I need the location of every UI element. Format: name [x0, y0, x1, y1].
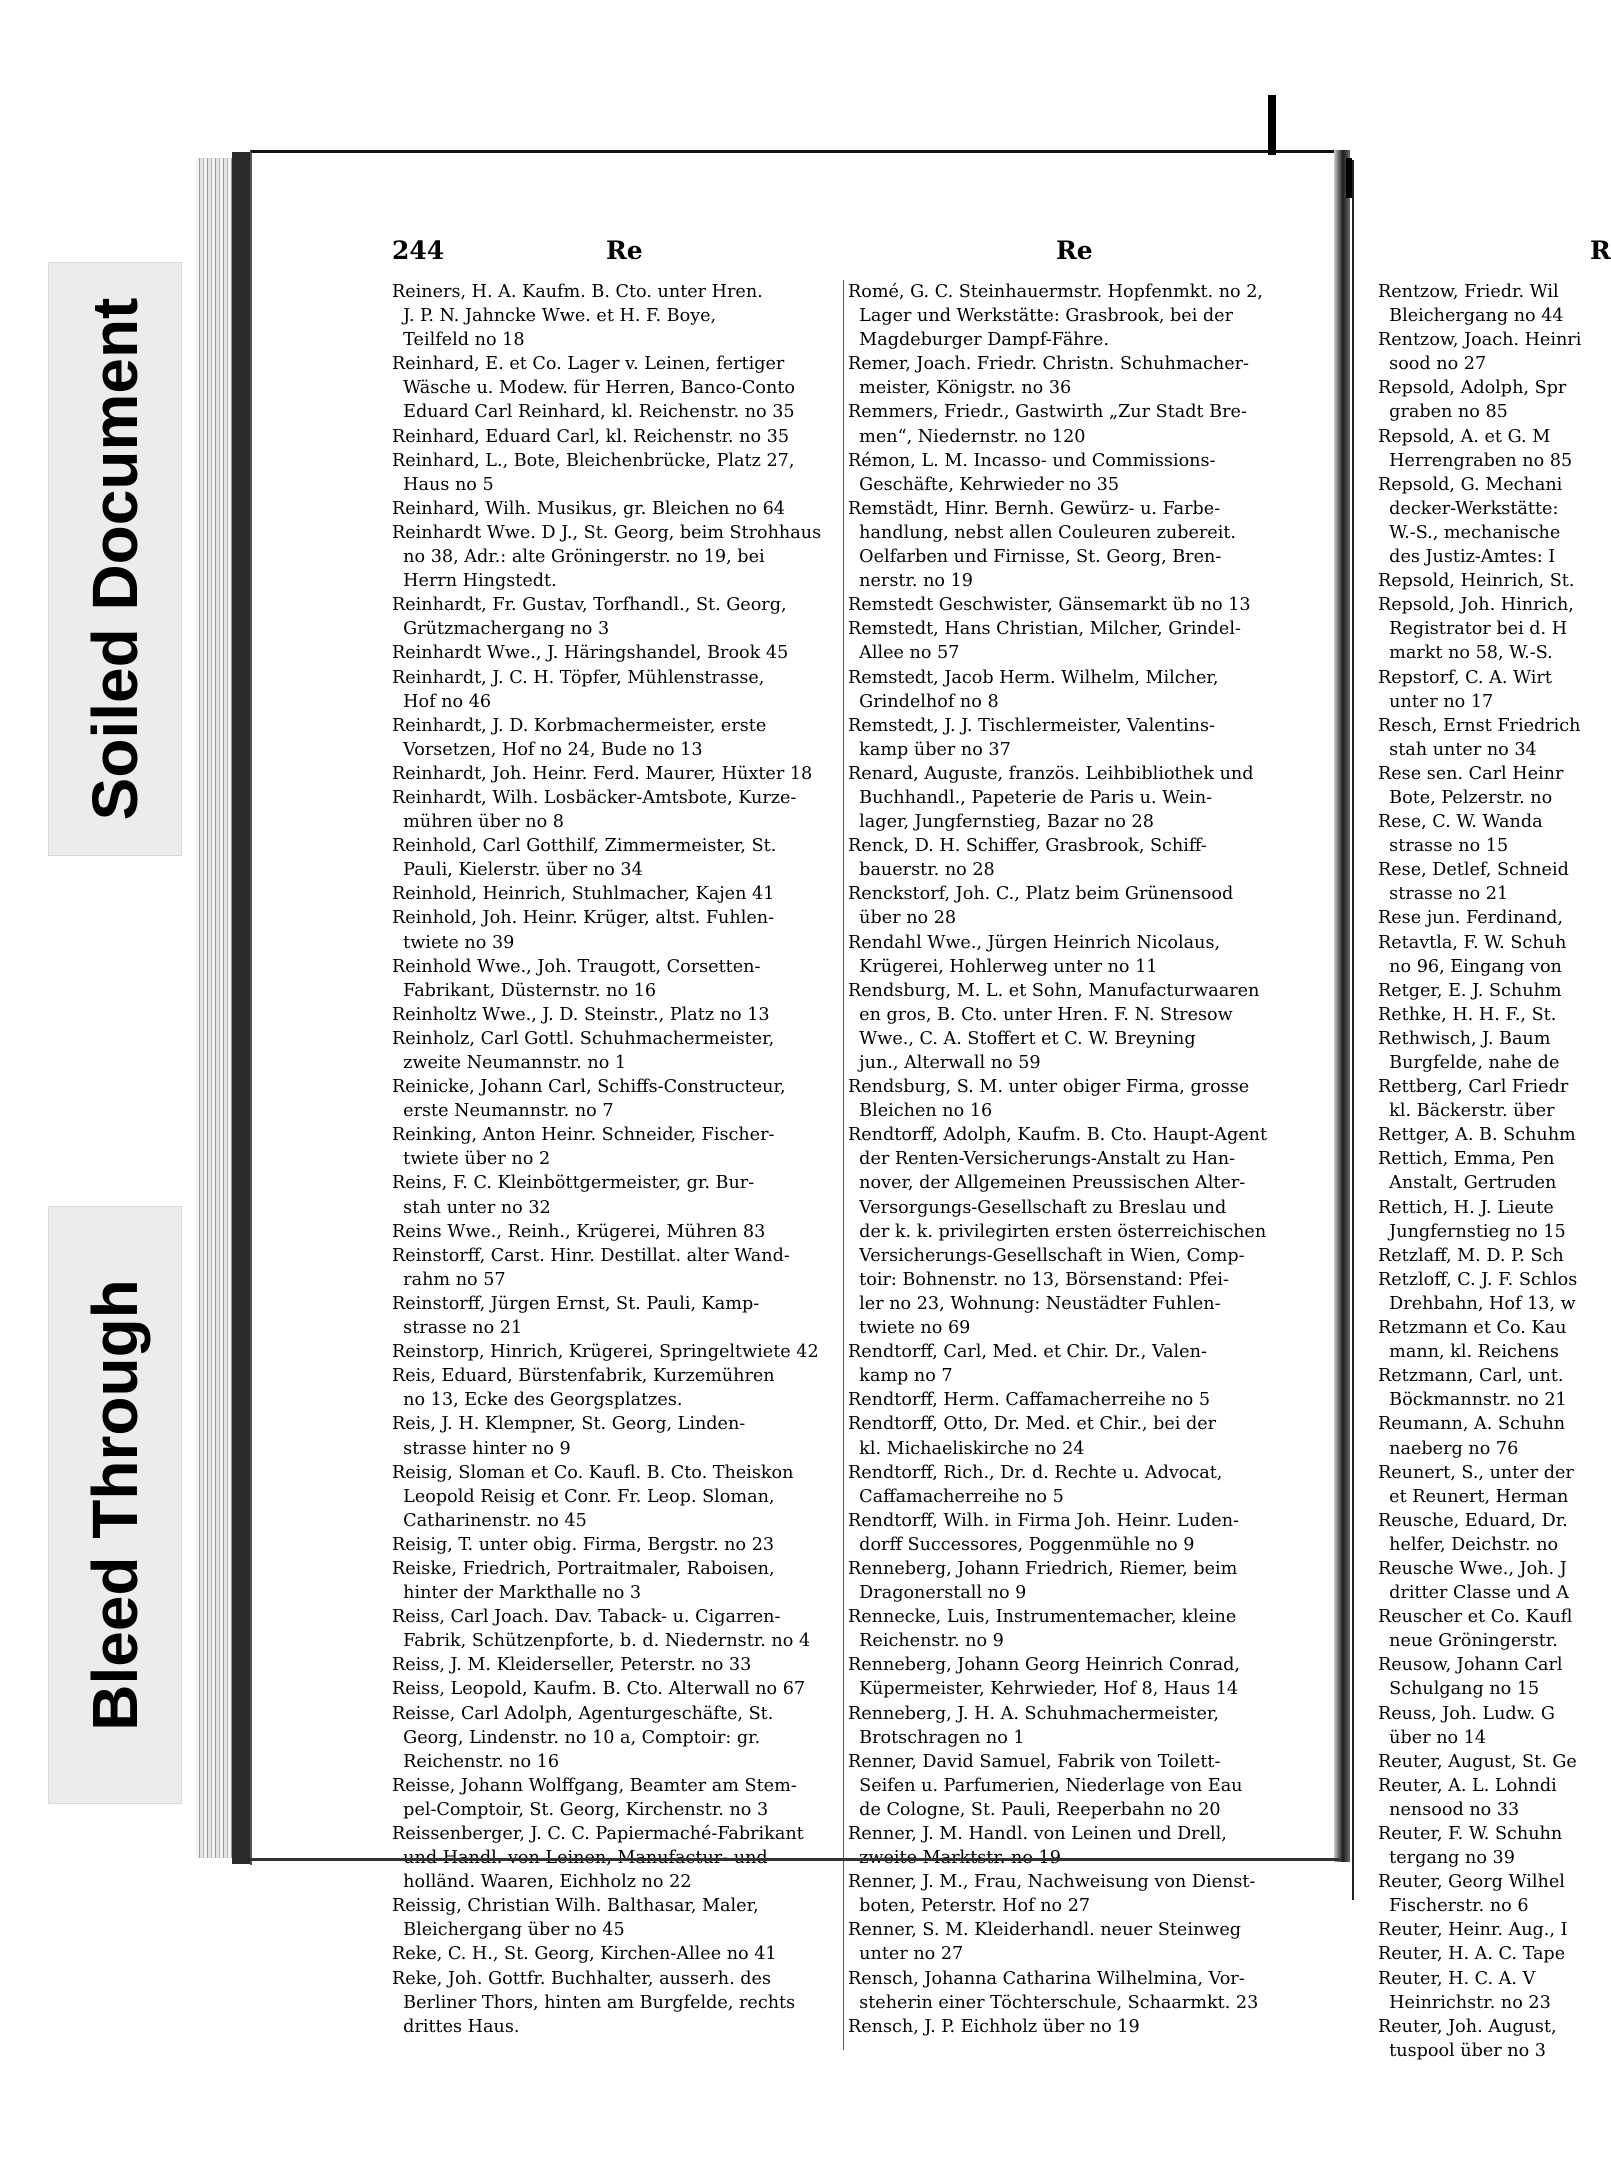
page-number: 244: [392, 236, 445, 265]
directory-line: Reinhold, Joh. Heinr. Krüger, altst. Fuhlen-: [392, 908, 775, 929]
soiled-document-label: [48, 262, 182, 856]
directory-line: Rethke, H. H. F., St.: [1378, 1004, 1557, 1025]
directory-line: Repsold, G. Mechani: [1378, 474, 1563, 495]
directory-line: Burgfelde, nahe de: [1378, 1053, 1560, 1073]
running-header-right: Re: [1056, 236, 1093, 265]
directory-line: stah unter no 34: [1378, 739, 1537, 760]
directory-line: holländ. Waaren, Eichholz no 22: [392, 1872, 692, 1893]
directory-line: Hof no 46: [392, 691, 492, 712]
column-separator: [843, 280, 844, 2050]
directory-line: Reunert, S., unter der: [1378, 1462, 1574, 1483]
directory-line: Lager und Werkstätte: Grasbrook, bei der: [848, 306, 1234, 327]
directory-line: Rese jun. Ferdinand,: [1378, 908, 1563, 929]
directory-line: Wwe., C. A. Stoffert et C. W. Breyning: [848, 1028, 1196, 1049]
directory-line: Jungfernstieg no 15: [1378, 1221, 1566, 1242]
directory-line: der Renten-Versicherungs-Anstalt zu Han-: [848, 1149, 1236, 1170]
directory-line: lager, Jungfernstieg, Bazar no 28: [848, 812, 1154, 833]
directory-line: Remstedt, J. J. Tischlermeister, Valentins-: [848, 715, 1215, 736]
directory-line: Reuter, F. W. Schuhn: [1378, 1824, 1563, 1844]
soiled-document-text: Soiled Document: [79, 297, 151, 821]
directory-line: Herrengraben no 85: [1378, 450, 1573, 471]
directory-line: Rentzow, Friedr. Wil: [1378, 282, 1559, 302]
directory-line: Reuter, A. L. Lohndi: [1378, 1775, 1557, 1796]
directory-line: Retzmann, Carl, unt.: [1378, 1366, 1564, 1387]
directory-line: no 38, Adr.: alte Gröningerstr. no 19, bei: [392, 547, 765, 568]
directory-line: Renneberg, Johann Friedrich, Riemer, beim: [848, 1558, 1238, 1579]
directory-line: Repsold, Joh. Hinrich,: [1378, 595, 1574, 616]
directory-line: Reinicke, Johann Carl, Schiffs-Constructeur,: [392, 1077, 786, 1098]
directory-line: Bleichergang no 44: [1378, 306, 1564, 327]
directory-line: Reinhold, Carl Gotthilf, Zimmermeister, St.: [392, 836, 777, 857]
directory-line: Reinhold Wwe., Joh. Traugott, Corsetten-: [392, 956, 761, 977]
directory-line: des Justiz-Amtes: I: [1378, 547, 1556, 568]
directory-line: Rethwisch, J. Baum: [1378, 1028, 1551, 1049]
directory-line: Anstalt, Gertruden: [1378, 1173, 1557, 1194]
directory-line: Reins Wwe., Reinh., Krügerei, Mühren 83: [392, 1221, 766, 1242]
directory-line: Wäsche u. Modew. für Herren, Banco-Conto: [392, 378, 795, 399]
directory-line: Reinhardt, J. C. H. Töpfer, Mühlenstrasse,: [392, 667, 765, 688]
directory-line: Rese sen. Carl Heinr: [1378, 763, 1564, 784]
directory-line: Rettger, A. B. Schuhm: [1378, 1125, 1576, 1146]
directory-line: kl. Michaeliskirche no 24: [848, 1438, 1085, 1459]
directory-line: twiete no 39: [392, 932, 515, 953]
directory-line: ler no 23, Wohnung: Neustädter Fuhlen-: [848, 1293, 1221, 1314]
directory-line: Repsold, Adolph, Spr: [1378, 378, 1567, 399]
directory-line: Böckmannstr. no 21: [1378, 1390, 1567, 1411]
directory-line: W.-S., mechanische: [1378, 522, 1561, 543]
directory-line: Fabrikant, Düsternstr. no 16: [392, 980, 657, 1001]
directory-line: handlung, nebst allen Couleuren zubereit.: [848, 522, 1236, 543]
directory-line: Rettich, H. J. Lieute: [1378, 1197, 1554, 1218]
directory-line: Pauli, Kielerstr. über no 34: [392, 860, 643, 881]
directory-line: toir: Bohnenstr. no 13, Börsenstand: Pfei-: [848, 1269, 1229, 1290]
directory-line: stah unter no 32: [392, 1197, 551, 1218]
directory-line: Repsold, Heinrich, St.: [1378, 571, 1575, 592]
directory-line: strasse no 15: [1378, 836, 1509, 857]
directory-line: Heinrichstr. no 23: [1378, 1992, 1551, 2013]
directory-line: Rensch, J. P. Eichholz über no 19: [848, 2016, 1140, 2037]
directory-line: mann, kl. Reichens: [1378, 1342, 1559, 1363]
directory-line: graben no 85: [1378, 402, 1508, 423]
directory-line: Repstorf, C. A. Wirt: [1378, 667, 1552, 688]
directory-line: Renck, D. H. Schiffer, Grasbrook, Schiff-: [848, 836, 1207, 857]
directory-line: Oelfarben und Firnisse, St. Georg, Bren-: [848, 547, 1222, 568]
directory-line: Remstedt Geschwister, Gänsemarkt üb no 13: [848, 595, 1251, 616]
directory-line: Versicherungs-Gesellschaft in Wien, Comp-: [848, 1245, 1245, 1266]
directory-line: Drehbahn, Hof 13, w: [1378, 1293, 1576, 1314]
directory-line: Reins, F. C. Kleinböttgermeister, gr. Bur-: [392, 1173, 755, 1194]
directory-line: Reinstorff, Carst. Hinr. Destillat. alter Wand-: [392, 1245, 790, 1266]
directory-line: Reuter, August, St. Ge: [1378, 1751, 1577, 1772]
directory-line: unter no 17: [1378, 691, 1494, 712]
running-header-left: Re: [606, 236, 643, 265]
directory-line: tuspool über no 3: [1378, 2040, 1546, 2061]
directory-line: Leopold Reisig et Conr. Fr. Leop. Sloman,: [392, 1486, 775, 1507]
page-bottom-edge: [250, 1858, 1340, 1861]
directory-line: Renner, S. M. Kleiderhandl. neuer Steinweg: [848, 1920, 1242, 1941]
directory-line: Reuter, H. A. C. Tape: [1378, 1944, 1566, 1965]
directory-line: Rensch, Johanna Catharina Wilhelmina, Vor-: [848, 1968, 1245, 1989]
directory-line: de Cologne, St. Pauli, Reeperbahn no 20: [848, 1799, 1221, 1820]
directory-line: strasse hinter no 9: [392, 1438, 571, 1459]
directory-line: decker-Werkstätte:: [1378, 498, 1559, 519]
directory-line: Registrator bei d. H: [1378, 619, 1568, 640]
directory-line: Reinhardt Wwe., J. Häringshandel, Brook 45: [392, 643, 789, 664]
directory-line: Rese, Detlef, Schneid: [1378, 860, 1569, 881]
directory-line: Rendsburg, M. L. et Sohn, Manufacturwaaren: [848, 980, 1260, 1001]
directory-line: Reisse, Johann Wolffgang, Beamter am Stem-: [392, 1775, 797, 1796]
directory-line: Rendtorff, Wilh. in Firma Joh. Heinr. Luden-: [848, 1510, 1239, 1531]
directory-line: Haus no 5: [392, 474, 494, 495]
directory-line: Reke, C. H., St. Georg, Kirchen-Allee no 41: [392, 1944, 777, 1965]
directory-line: boten, Peterstr. Hof no 27: [848, 1896, 1091, 1917]
directory-line: Reuter, Georg Wilhel: [1378, 1872, 1565, 1893]
directory-line: Fischerstr. no 6: [1378, 1896, 1529, 1917]
directory-line: naeberg no 76: [1378, 1438, 1519, 1459]
directory-line: Bleichen no 16: [848, 1101, 993, 1122]
directory-line: Rendahl Wwe., Jürgen Heinrich Nicolaus,: [848, 932, 1221, 953]
directory-line: dritter Classe und A: [1378, 1583, 1569, 1604]
directory-line: Catharinenstr. no 45: [392, 1510, 587, 1531]
directory-line: Resch, Ernst Friedrich: [1378, 715, 1581, 736]
directory-line: strasse no 21: [1378, 884, 1509, 905]
directory-line: twiete über no 2: [392, 1149, 551, 1170]
directory-line: Reinhardt, Joh. Heinr. Ferd. Maurer, Hüxter 18: [392, 763, 813, 784]
directory-line: Reinhard, Eduard Carl, kl. Reichenstr. no 35: [392, 426, 790, 447]
directory-line: dorff Successores, Poggenmühle no 9: [848, 1534, 1195, 1555]
directory-line: Bote, Pelzerstr. no: [1378, 787, 1553, 808]
directory-line: Reiners, H. A. Kaufm. B. Cto. unter Hren.: [392, 282, 763, 302]
directory-line: Magdeburger Dampf-Fähre.: [848, 330, 1109, 351]
directory-line: Teilfeld no 18: [392, 330, 525, 351]
directory-line: Reiss, Carl Joach. Dav. Taback- u. Cigarren-: [392, 1607, 781, 1628]
directory-line: Reiss, J. M. Kleiderseller, Peterstr. no 33: [392, 1655, 752, 1676]
directory-line: Remstedt, Jacob Herm. Wilhelm, Milcher,: [848, 667, 1219, 688]
scan-mark: [1268, 95, 1276, 155]
directory-line: Retavtla, F. W. Schuh: [1378, 932, 1567, 953]
directory-line: Reusow, Johann Carl: [1378, 1655, 1563, 1676]
directory-line: Renard, Auguste, französ. Leihbibliothek und: [848, 763, 1254, 784]
directory-line: jun., Alterwall no 59: [848, 1053, 1041, 1073]
facing-page-header: R: [1590, 236, 1611, 265]
directory-line: Renner, J. M. Handl. von Leinen und Drell,: [848, 1824, 1227, 1844]
directory-line: Reuter, Heinr. Aug., I: [1378, 1920, 1568, 1941]
directory-line: Rendsburg, S. M. unter obiger Firma, grosse: [848, 1077, 1250, 1098]
directory-line: mühren über no 8: [392, 812, 564, 833]
directory-line: Remstädt, Hinr. Bernh. Gewürz- u. Farbe-: [848, 498, 1221, 519]
directory-line: Reissenberger, J. C. C. Papiermaché-Fabrikant: [392, 1824, 804, 1844]
directory-line: Reke, Joh. Gottfr. Buchhalter, ausserh. des: [392, 1968, 771, 1989]
directory-line: Remstedt, Hans Christian, Milcher, Grindel-: [848, 619, 1241, 640]
directory-line: men“, Niedernstr. no 120: [848, 426, 1086, 447]
directory-line: Rendtorff, Adolph, Kaufm. B. Cto. Haupt-Agent: [848, 1125, 1268, 1146]
directory-line: Reinhardt Wwe. D J., St. Georg, beim Strohhaus: [392, 522, 822, 543]
directory-line: Rendtorff, Herm. Caffamacherreihe no 5: [848, 1390, 1211, 1411]
directory-line: Reiske, Friedrich, Portraitmaler, Raboisen,: [392, 1558, 775, 1579]
directory-line: Reinhard, E. et Co. Lager v. Leinen, fertiger: [392, 354, 785, 375]
directory-line: erste Neumannstr. no 7: [392, 1101, 614, 1122]
directory-line: nensood no 33: [1378, 1799, 1520, 1820]
directory-line: Reinhard, Wilh. Musikus, gr. Bleichen no 64: [392, 498, 785, 519]
directory-line: Renner, J. M., Frau, Nachweisung von Dienst-: [848, 1872, 1256, 1893]
directory-line: Reichenstr. no 9: [848, 1631, 1004, 1652]
directory-line: Grindelhof no 8: [848, 691, 999, 712]
directory-line: Dragonerstall no 9: [848, 1583, 1027, 1604]
directory-line: Reuter, Joh. August,: [1378, 2016, 1557, 2037]
directory-line: kl. Bäckerstr. über: [1378, 1101, 1555, 1122]
directory-line: unter no 27: [848, 1944, 964, 1965]
directory-line: Retzlaff, M. D. P. Sch: [1378, 1245, 1564, 1266]
directory-line: Reis, Eduard, Bürstenfabrik, Kurzemühren: [392, 1366, 775, 1387]
directory-line: pel-Comptoir, St. Georg, Kirchenstr. no 3: [392, 1799, 769, 1820]
directory-line: Renneberg, Johann Georg Heinrich Conrad,: [848, 1655, 1240, 1676]
directory-line: en gros, B. Cto. unter Hren. F. N. Stresow: [848, 1004, 1233, 1025]
directory-line: Rémon, L. M. Incasso- und Commissions-: [848, 450, 1216, 471]
directory-line: drittes Haus.: [392, 2016, 520, 2037]
directory-line: Küpermeister, Kehrwieder, Hof 8, Haus 14: [848, 1679, 1239, 1700]
directory-line: Georg, Lindenstr. no 10 a, Comptoir: gr.: [392, 1727, 761, 1748]
directory-line: Retger, E. J. Schuhm: [1378, 980, 1562, 1001]
directory-line: Reusche Wwe., Joh. J: [1378, 1558, 1567, 1579]
directory-line: Reinholz, Carl Gottl. Schuhmachermeister,: [392, 1028, 775, 1049]
directory-line: tergang no 39: [1378, 1848, 1515, 1869]
directory-line: Bleichergang über no 45: [392, 1920, 625, 1941]
directory-line: Rettberg, Carl Friedr: [1378, 1077, 1569, 1098]
directory-line: meister, Königstr. no 36: [848, 378, 1072, 399]
directory-line: Reissig, Christian Wilh. Balthasar, Maler,: [392, 1896, 759, 1917]
directory-line: nover, der Allgemeinen Preussischen Alter-: [848, 1173, 1246, 1194]
directory-line: Reuter, H. C. A. V: [1378, 1968, 1536, 1989]
directory-line: der k. k. privilegirten ersten österreichischen: [848, 1221, 1267, 1242]
directory-line: nerstr. no 19: [848, 571, 974, 592]
directory-line: Retzmann et Co. Kau: [1378, 1318, 1567, 1339]
book-binding-shadow: [232, 152, 250, 1864]
directory-line: Reiss, Leopold, Kaufm. B. Cto. Alterwall no 67: [392, 1679, 806, 1700]
directory-line: no 96, Eingang von: [1378, 956, 1562, 977]
directory-line: Reinhardt, J. D. Korbmachermeister, erste: [392, 715, 767, 736]
bleed-through-text: Bleed Through: [79, 1279, 151, 1731]
directory-column-facing: [1378, 280, 1600, 2063]
directory-line: Grützmachergang no 3: [392, 619, 610, 640]
directory-line: Krügerei, Hohlerweg unter no 11: [848, 956, 1158, 977]
directory-line: Rendtorff, Carl, Med. et Chir. Dr., Valen-: [848, 1342, 1207, 1363]
directory-line: Fabrik, Schützenpforte, b. d. Niedernstr. no 4: [392, 1631, 811, 1652]
directory-line: helfer, Deichstr. no: [1378, 1534, 1559, 1555]
directory-line: strasse no 21: [392, 1318, 523, 1339]
directory-line: twiete no 69: [848, 1318, 971, 1339]
scan-mark: [1346, 158, 1352, 198]
directory-line: bauerstr. no 28: [848, 860, 995, 881]
directory-line: Brotschragen no 1: [848, 1727, 1025, 1748]
directory-line: Reinstorff, Jürgen Ernst, St. Pauli, Kamp-: [392, 1293, 760, 1314]
directory-line: Eduard Carl Reinhard, kl. Reichenstr. no 35: [392, 402, 795, 423]
directory-line: Renckstorf, Joh. C., Platz beim Grünensood: [848, 884, 1234, 905]
directory-line: Reisig, T. unter obig. Firma, Bergstr. no 23: [392, 1534, 775, 1555]
directory-line: Romé, G. C. Steinhauermstr. Hopfenmkt. no 2,: [848, 282, 1264, 302]
directory-line: hinter der Markthalle no 3: [392, 1583, 642, 1604]
bleed-through-label: [48, 1206, 182, 1804]
directory-line: kamp no 7: [848, 1366, 953, 1387]
directory-line: Retzloff, C. J. F. Schlos: [1378, 1269, 1578, 1290]
directory-line: Reumann, A. Schuhn: [1378, 1414, 1566, 1435]
directory-column-left: [392, 280, 842, 2039]
directory-line: Schulgang no 15: [1378, 1679, 1540, 1700]
directory-line: Renneberg, J. H. A. Schuhmachermeister,: [848, 1703, 1219, 1724]
directory-line: Versorgungs-Gesellschaft zu Breslau und: [848, 1197, 1227, 1218]
directory-line: et Reunert, Herman: [1378, 1486, 1569, 1507]
directory-line: Remmers, Friedr., Gastwirth „Zur Stadt Bre-: [848, 402, 1247, 423]
directory-line: Geschäfte, Kehrwieder no 35: [848, 474, 1120, 495]
directory-line: Reinhardt, Fr. Gustav, Torfhandl., St. Georg,: [392, 595, 787, 616]
directory-line: Reusche, Eduard, Dr.: [1378, 1510, 1568, 1531]
directory-line: Rennecke, Luis, Instrumentemacher, kleine: [848, 1607, 1237, 1628]
directory-line: Rettich, Emma, Pen: [1378, 1149, 1555, 1170]
directory-line: Berliner Thors, hinten am Burgfelde, rechts: [392, 1992, 796, 2013]
directory-line: Reisig, Sloman et Co. Kaufl. B. Cto. Theiskon: [392, 1462, 794, 1483]
directory-line: Allee no 57: [848, 643, 960, 664]
directory-line: Reinhardt, Wilh. Losbäcker-Amtsbote, Kurze-: [392, 787, 797, 808]
directory-line: Rentzow, Joach. Heinri: [1378, 330, 1582, 351]
directory-line: Reinking, Anton Heinr. Schneider, Fischer-: [392, 1125, 775, 1146]
directory-line: Reinhold, Heinrich, Stuhlmacher, Kajen 41: [392, 884, 775, 905]
directory-line: Reinhard, L., Bote, Bleichenbrücke, Platz 27,: [392, 450, 795, 471]
directory-line: sood no 27: [1378, 354, 1487, 375]
directory-line: Vorsetzen, Hof no 24, Bude no 13: [392, 739, 703, 760]
directory-line: Herrn Hingstedt.: [392, 571, 557, 592]
directory-line: Reinstorp, Hinrich, Krügerei, Springeltwiete 42: [392, 1342, 819, 1363]
directory-column-middle: [848, 280, 1304, 2039]
directory-line: über no 28: [848, 908, 957, 929]
directory-line: no 13, Ecke des Georgsplatzes.: [392, 1390, 683, 1411]
directory-line: Repsold, A. et G. M: [1378, 426, 1551, 447]
directory-line: kamp über no 37: [848, 739, 1011, 760]
directory-line: Reisse, Carl Adolph, Agenturgeschäfte, St.: [392, 1703, 774, 1724]
directory-line: Rendtorff, Rich., Dr. d. Rechte u. Advocat,: [848, 1462, 1223, 1483]
directory-line: markt no 58, W.-S.: [1378, 643, 1553, 664]
directory-line: J. P. N. Jahncke Wwe. et H. F. Boye,: [392, 306, 717, 327]
directory-line: zweite Neumannstr. no 1: [392, 1053, 627, 1073]
directory-line: Seifen u. Parfumerien, Niederlage von Eau: [848, 1775, 1243, 1796]
directory-line: rahm no 57: [392, 1269, 506, 1290]
directory-line: Reichenstr. no 16: [392, 1751, 560, 1772]
page-gutter: [1334, 150, 1350, 1862]
directory-line: neue Gröningerstr.: [1378, 1631, 1558, 1652]
directory-line: Rendtorff, Otto, Dr. Med. et Chir., bei der: [848, 1414, 1217, 1435]
directory-line: Buchhandl., Papeterie de Paris u. Wein-: [848, 787, 1213, 808]
directory-line: Reuss, Joh. Ludw. G: [1378, 1703, 1555, 1724]
directory-line: Renner, David Samuel, Fabrik von Toilett-: [848, 1751, 1221, 1772]
directory-line: steherin einer Töchterschule, Schaarmkt. 23: [848, 1992, 1259, 2013]
directory-line: über no 14: [1378, 1727, 1487, 1748]
directory-line: Rese, C. W. Wanda: [1378, 812, 1543, 833]
directory-line: Caffamacherreihe no 5: [848, 1486, 1064, 1507]
directory-line: Reuscher et Co. Kaufl: [1378, 1607, 1573, 1628]
directory-line: Reinholtz Wwe., J. D. Steinstr., Platz no 13: [392, 1004, 770, 1025]
directory-line: Remer, Joach. Friedr. Christn. Schuhmacher-: [848, 354, 1249, 375]
directory-line: Reis, J. H. Klempner, St. Georg, Linden-: [392, 1414, 746, 1435]
